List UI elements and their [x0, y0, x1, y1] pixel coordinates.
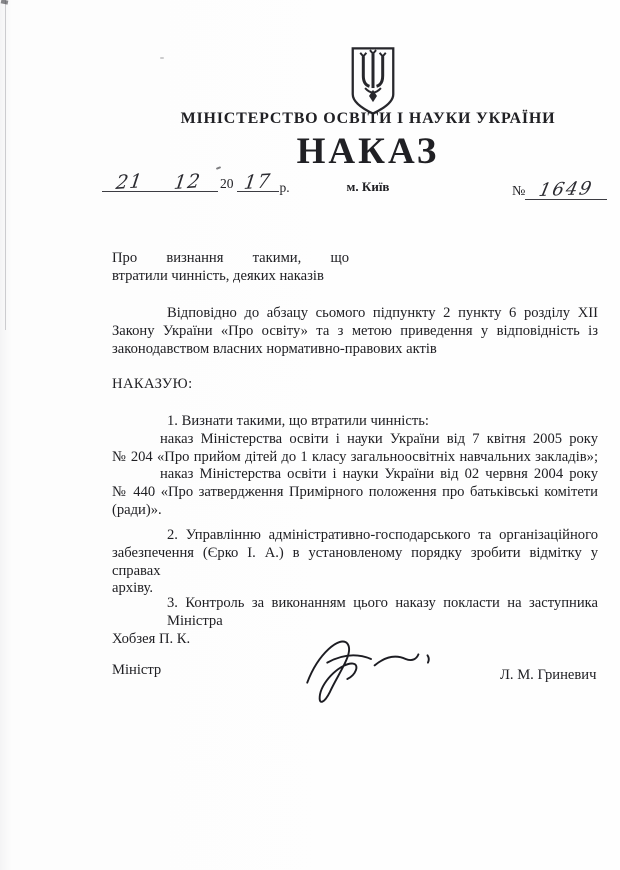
preamble-line: законодавством власних нормативно-правових актів	[112, 340, 437, 357]
signer-position-label: Міністр	[112, 662, 162, 678]
item-line: архіву.	[112, 580, 154, 597]
scan-artifact-left-edge	[5, 0, 6, 330]
day-blank	[102, 169, 158, 195]
order-item-2	[112, 527, 598, 598]
year-blank	[237, 169, 279, 195]
month-blank	[158, 169, 218, 195]
date-line	[102, 169, 290, 195]
order-word: НАКАЗУЮ:	[112, 376, 193, 392]
item-line: забезпечення (Єрко І. А.) в установленому порядку зробити відмітку у справах	[112, 544, 598, 579]
item-line: наказ Міністерства освіти і науки України від 7 квітня 2005 року	[160, 430, 598, 447]
subject-heading	[112, 250, 349, 286]
preamble-paragraph	[112, 305, 598, 358]
item-line: 3. Контроль за виконанням цього наказу покласти на заступника Міністра	[167, 595, 598, 629]
year-suffix-label: р.	[279, 180, 290, 195]
number-sign-label: №	[512, 184, 526, 199]
ukraine-trident-coat-of-arms-icon	[346, 44, 400, 118]
subject-line: втратили чинність, деяких наказів	[112, 267, 324, 284]
item-line: № 204 «Про прийом дітей до 1 класу загальноосвітніх навчальних закладів»;	[112, 448, 598, 465]
city-label: м. Київ	[346, 179, 390, 194]
item-line: 1. Визнати такими, що втратили чинність:	[167, 413, 429, 429]
handwritten-signature-icon	[292, 628, 450, 710]
signer-name-label: Л. М. Гриневич	[500, 667, 597, 683]
document-type-title: НАКАЗ	[296, 131, 440, 172]
number-blank	[525, 177, 607, 202]
item-line: 2. Управлінню адміністративно-господарського та організаційного	[167, 527, 598, 543]
order-number-line	[512, 177, 607, 202]
handwritten-day: 21	[114, 169, 146, 195]
preamble-line: Закону України «Про освіту» та з метою приведення у відповідність із	[112, 322, 598, 339]
year-prefix-label: 20	[220, 176, 234, 191]
item-line: Хобзея П. К.	[112, 630, 191, 647]
handwritten-month: 12	[172, 169, 204, 195]
subject-line: Про визнання такими, що	[112, 250, 349, 266]
scan-artifact-corner-mark	[1, 0, 9, 5]
item-line: наказ Міністерства освіти і науки України від 02 червня 2004 року	[160, 466, 598, 483]
item-line: № 440 «Про затвердження Примірного положення про батьківські комітети	[112, 484, 598, 501]
order-item-1	[112, 413, 598, 520]
preamble-line: Відповідно до абзацу сьомого підпункту 2 пункту 6 розділу XII	[167, 305, 598, 321]
scan-artifact-speck	[160, 57, 164, 59]
item-line: (ради)».	[112, 501, 162, 518]
handwritten-year: 17	[242, 169, 273, 195]
ministry-title: МІНІСТЕРСТВО ОСВІТИ І НАУКИ УКРАЇНИ	[180, 110, 556, 127]
handwritten-order-number: 1649	[537, 177, 596, 202]
